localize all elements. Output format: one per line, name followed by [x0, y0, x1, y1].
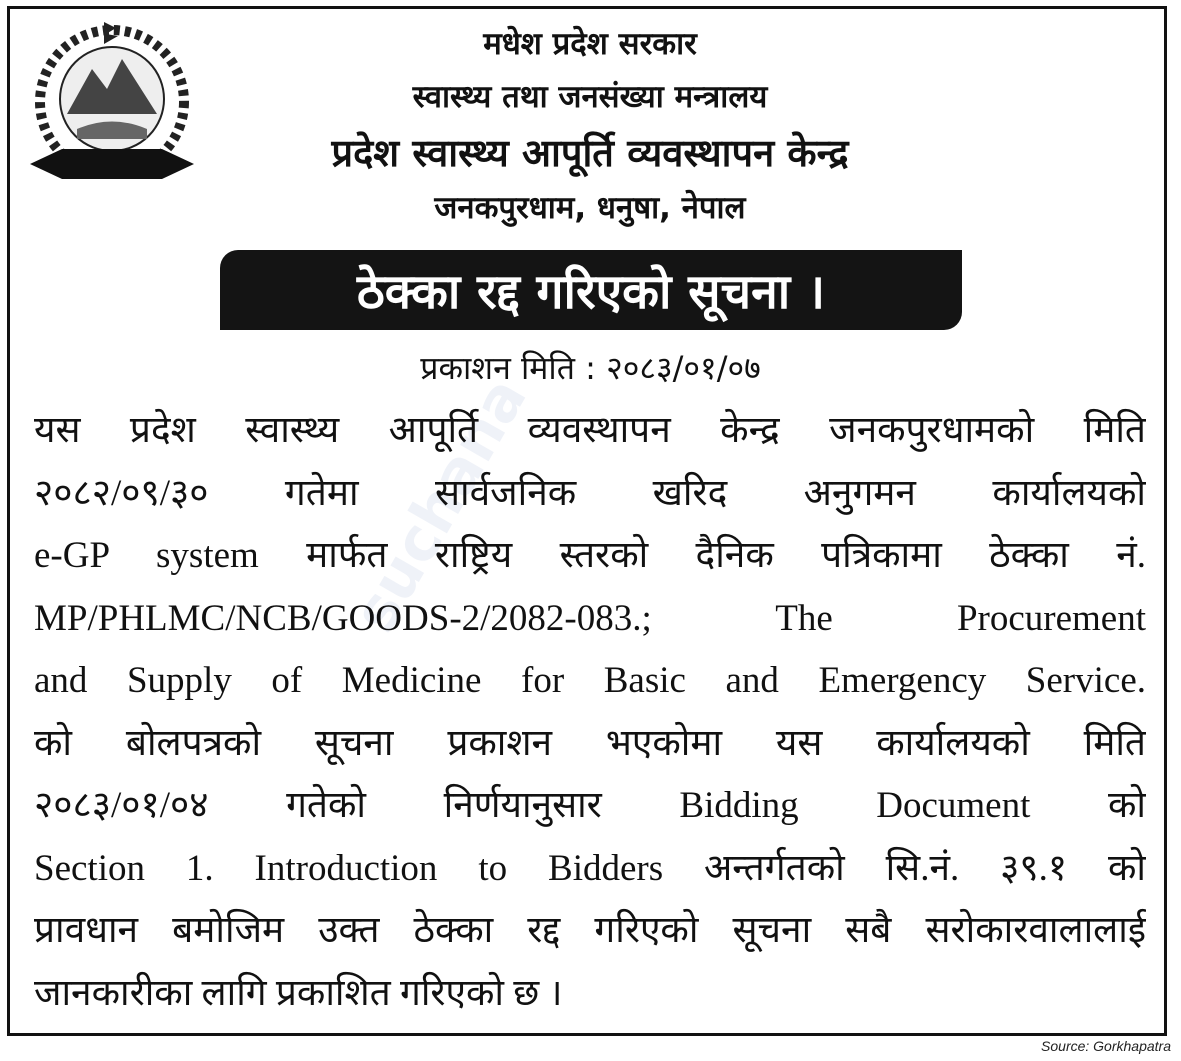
body-line: MP/PHLMC/NCB/GOODS-2/2082-083.; The Procurement [34, 597, 1146, 639]
notice-body [34, 400, 1146, 1025]
watermark: suchana [339, 366, 541, 644]
body-line: २०८३/०१/०४ गतेको निर्णयानुसार Bidding Document को [34, 785, 1146, 826]
notice-title: ठेक्का रद्द गरिएको सूचना । [356, 263, 826, 320]
office-name: प्रदेश स्वास्थ्य आपूर्ति व्यवस्थापन केन्द्र [331, 131, 849, 175]
government-name: मधेश प्रदेश सरकार [483, 26, 697, 62]
body-line: e-GP system मार्फत राष्ट्रिय स्तरको दैनिक पत्रिकामा ठेक्का नं. [34, 535, 1146, 576]
body-line: प्रावधान बमोजिम उक्त ठेक्का रद्द गरिएको सूचना सबै सरोकारवालालाई [34, 910, 1146, 951]
office-address: जनकपुरधाम, धनुषा, नेपाल [434, 190, 746, 226]
body-line: यस प्रदेश स्वास्थ्य आपूर्ति व्यवस्थापन केन्द्र जनकपुरधामको मिति [34, 410, 1146, 451]
nepal-emblem-icon [22, 14, 202, 189]
body-line: and Supply of Medicine for Basic and Emergency Service. [34, 660, 1146, 701]
source-credit: Source: Gorkhapatra [1041, 1038, 1171, 1054]
body-line: २०८२/०९/३० गतेमा सार्वजनिक खरिद अनुगमन कार्यालयको [34, 472, 1146, 514]
ministry-name: स्वास्थ्य तथा जनसंख्या मन्त्रालय [412, 79, 768, 115]
body-line: जानकारीका लागि प्रकाशित गरिएको छ । [34, 972, 563, 1014]
body-line: Section 1. Introduction to Bidders अन्तर्गतको सि.नं. ३९.१ को [34, 847, 1146, 889]
publish-date: प्रकाशन मिति : २०८३/०१/०७ [420, 349, 761, 387]
body-line: को बोलपत्रको सूचना प्रकाशन भएकोमा यस कार्यालयको मिति [34, 722, 1146, 764]
notice-title-banner [220, 250, 962, 330]
